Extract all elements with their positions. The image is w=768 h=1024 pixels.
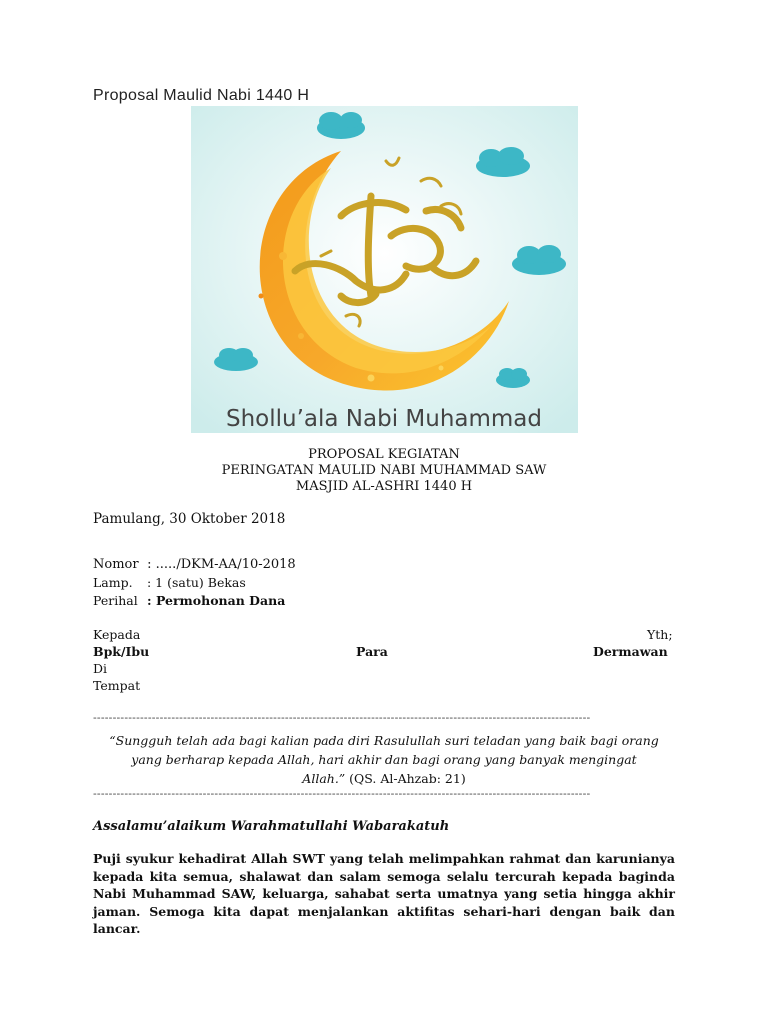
cloud-icon: [512, 245, 566, 275]
dermawan-label: Dermawan: [593, 644, 668, 659]
para-label: Para: [356, 644, 388, 659]
tempat-label: Tempat: [93, 678, 141, 693]
nomor-value: : ...../DKM-AA/10-2018: [147, 557, 296, 572]
greeting: Assalamu’alaikum Warahmatullahi Wabarakatuh: [93, 819, 450, 834]
place-date: Pamulang, 30 Oktober 2018: [93, 511, 286, 527]
perihal-label: Perihal: [93, 593, 138, 608]
lamp-value: : 1 (satu) Bekas: [146, 575, 246, 590]
bpk-ibu-label: Bpk/Ibu: [93, 644, 150, 659]
lamp-row: [93, 575, 246, 590]
nomor-label: Nomor: [93, 557, 139, 572]
heading-line-1: PROPOSAL KEGIATAN: [308, 447, 460, 462]
quote-block: [93, 731, 675, 788]
nomor-row: [93, 557, 296, 572]
divider-top: -------------------------------------------------------------------------------------------------------------------------------: [93, 711, 591, 724]
heading-line-2: PERINGATAN MAULID NABI MUHAMMAD SAW: [221, 463, 547, 478]
divider-bottom: -------------------------------------------------------------------------------------------------------------------------------: [93, 787, 591, 800]
quote-line-1: “Sungguh telah ada bagi kalian pada diri Rasulullah suri teladan yang baik bagi orang: [109, 733, 659, 748]
perihal-row: [93, 593, 285, 608]
perihal-value: : Permohonan Dana: [146, 593, 286, 608]
poster-caption: Shollu’ala Nabi Muhammad: [225, 406, 543, 432]
heading-line-3: MASJID AL-ASHRI 1440 H: [295, 479, 473, 494]
lamp-label: Lamp.: [93, 575, 133, 590]
cloud-icon: [214, 348, 258, 371]
opening-paragraph: Puji syukur kehadirat Allah SWT yang telah melimpahkan rahmat dan karunianya kepada kita semua, shalawat dan salam semoga selalu tercurah kepada baginda Nabi Muhammad SAW, keluarga, sahabat serta umatnya yang setia hingga akhir jaman. Semoga kita dapat menjalankan aktifitas sehari-hari dengan baik dan lancar.: [93, 851, 675, 936]
di-label: Di: [93, 661, 108, 676]
kepada-label: Kepada: [93, 627, 141, 642]
quote-line-3: Allah.”: [302, 771, 346, 786]
cloud-icon: [476, 147, 530, 177]
quote-line-2: yang berharap kepada Allah, hari akhir dan bagi orang yang banyak mengingat: [131, 752, 637, 767]
document-title: Proposal Maulid Nabi 1440 H: [93, 87, 310, 104]
cloud-icon: [317, 112, 365, 139]
yth-label: Yth;: [647, 627, 673, 642]
cloud-icon: [496, 368, 530, 388]
quote-source: (QS. Al-Ahzab: 21): [349, 771, 466, 786]
maulid-poster-image: [191, 106, 578, 433]
